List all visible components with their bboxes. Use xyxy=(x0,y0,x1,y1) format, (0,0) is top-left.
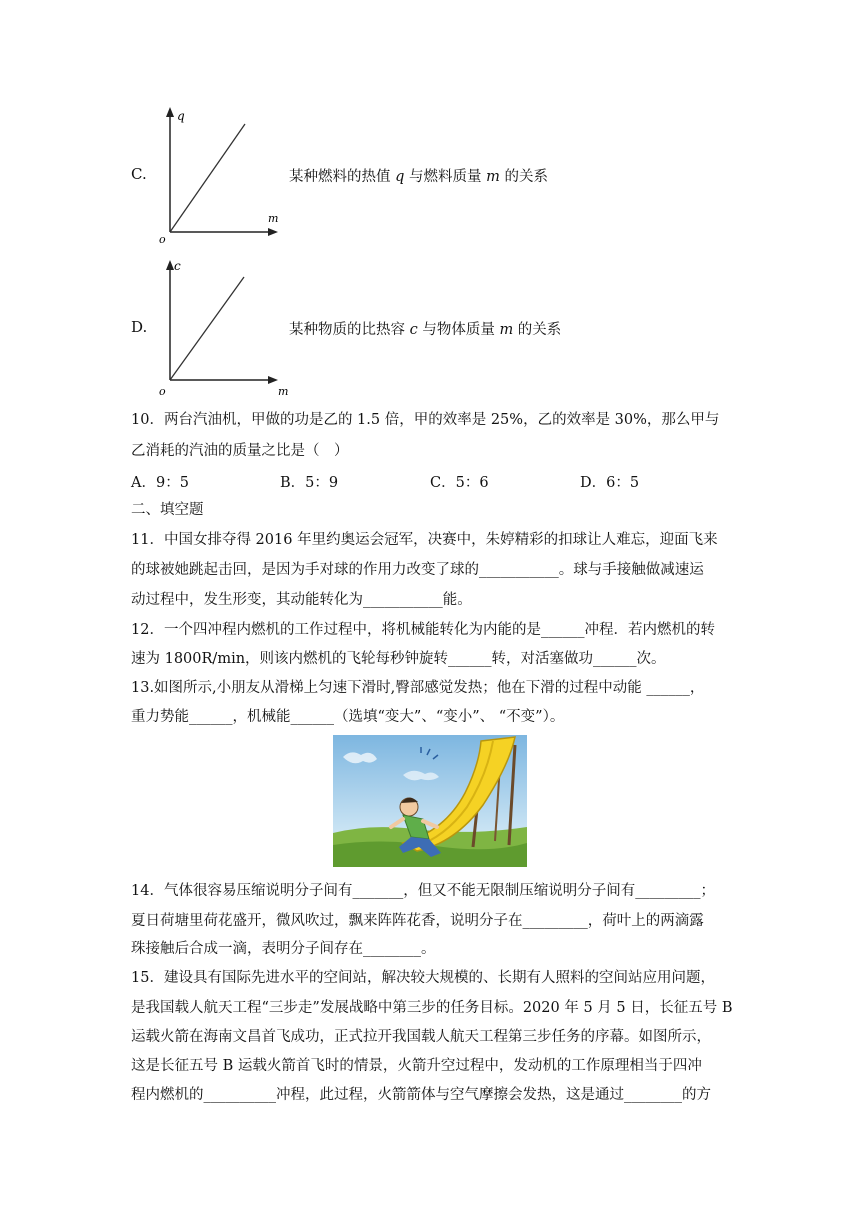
q12-line-1: 12．一个四冲程内燃机的工作过程中，将机械能转化为内能的是______冲程．若内燃机的转 xyxy=(131,622,715,638)
option-d-x-label: m xyxy=(278,385,288,397)
q10-line-1: 10．两台汽油机，甲做的功是乙的 1.5 倍，甲的效率是 25%，乙的效率是 30%，那么甲与 xyxy=(131,412,720,428)
option-c-x-arrow-icon xyxy=(268,228,278,236)
option-d-caption xyxy=(289,318,561,339)
q10-option-b: B．5：9 xyxy=(280,475,339,491)
q10-option-a: A．9：5 xyxy=(131,475,189,491)
q14-line-3: 珠接触后合成一滴，表明分子间存在________。 xyxy=(131,941,436,957)
option-c-caption-post: 的关系 xyxy=(499,169,548,185)
option-c-graph xyxy=(158,104,288,244)
option-d-x-arrow-icon xyxy=(268,376,278,384)
q10-line-2: 乙消耗的汽油的质量之比是（ ） xyxy=(131,443,349,459)
q15-line-4: 这是长征五号 B 运载火箭首飞时的情景，火箭升空过程中，发动机的工作原理相当于四冲 xyxy=(131,1058,702,1074)
option-c-x-label: m xyxy=(268,212,279,225)
q15-line-3: 运载火箭在海南文昌首飞成功，正式拉开我国载人航天工程第三步任务的序幕。如图所示， xyxy=(131,1029,711,1045)
option-c-caption-var1: q xyxy=(395,169,405,185)
option-d-y-arrow-icon xyxy=(166,260,174,270)
slide-illustration xyxy=(333,735,527,867)
option-c-caption-var2: m xyxy=(486,169,500,185)
q11-line-2: 的球被她跳起击回，是因为手对球的作用力改变了球的___________。球与手接触做减速运 xyxy=(131,562,704,578)
q10-option-d: D．6：5 xyxy=(580,475,640,491)
q15-line-1: 15．建设具有国际先进水平的空间站，解决较大规模的、长期有人照料的空间站应用问题， xyxy=(131,970,715,986)
q10-option-c: C．5：6 xyxy=(430,475,489,491)
option-d-caption-post: 的关系 xyxy=(513,322,562,338)
option-d-graph xyxy=(158,255,288,397)
q14-line-1: 14．气体很容易压缩说明分子间有_______，但又不能无限制压缩说明分子间有_________； xyxy=(131,883,715,899)
option-c-label: C. xyxy=(131,165,147,183)
q13-line-2: 重力势能______，机械能______（选填“变大”、“变小”、 “不变”）。 xyxy=(131,709,565,725)
q14-line-2: 夏日荷塘里荷花盛开，微风吹过，飘来阵阵花香，说明分子在_________，荷叶上的两滴露 xyxy=(131,913,704,929)
option-d-caption-mid: 与物体质量 xyxy=(417,322,500,338)
q13-line-1: 13.如图所示,小朋友从滑梯上匀速下滑时,臀部感觉发热；他在下滑的过程中动能 ______， xyxy=(131,680,705,696)
option-c-plot-line xyxy=(170,124,245,232)
option-c-caption-pre: 某种燃料的热值 xyxy=(289,169,396,185)
section-title: 二、填空题 xyxy=(131,502,204,518)
option-c-caption-mid: 与燃料质量 xyxy=(404,169,487,185)
option-d-y-label: c xyxy=(174,259,181,273)
q11-line-3: 动过程中，发生形变，其动能转化为___________能。 xyxy=(131,592,472,608)
option-d-caption-var2: m xyxy=(499,322,514,338)
option-d-caption-var1: c xyxy=(409,322,418,338)
option-d-origin-label: o xyxy=(159,385,166,397)
option-c-caption xyxy=(289,165,548,186)
slide-scene xyxy=(333,735,527,867)
option-d-caption-pre: 某种物质的比热容 xyxy=(289,322,410,338)
q15-line-5: 程内燃机的__________冲程，此过程，火箭箭体与空气摩擦会发热，这是通过________的方 xyxy=(131,1087,711,1103)
q12-line-2: 速为 1800R/min，则该内燃机的飞轮每秒钟旋转______转，对活塞做功______次。 xyxy=(131,651,666,667)
option-c-origin-label: o xyxy=(159,233,166,244)
option-c-y-arrow-icon xyxy=(166,107,174,117)
q15-line-2: 是我国载人航天工程“三步走”发展战略中第三步的任务目标。2020 年 5 月 5 日，长征五号 B xyxy=(131,1000,733,1016)
option-d-plot-line xyxy=(170,277,244,380)
q11-line-1: 11．中国女排夺得 2016 年里约奥运会冠军，决赛中，朱婷精彩的扣球让人难忘，迎面飞来 xyxy=(131,532,718,548)
option-d-label: D. xyxy=(131,318,148,336)
option-c-y-label: q xyxy=(177,109,185,123)
